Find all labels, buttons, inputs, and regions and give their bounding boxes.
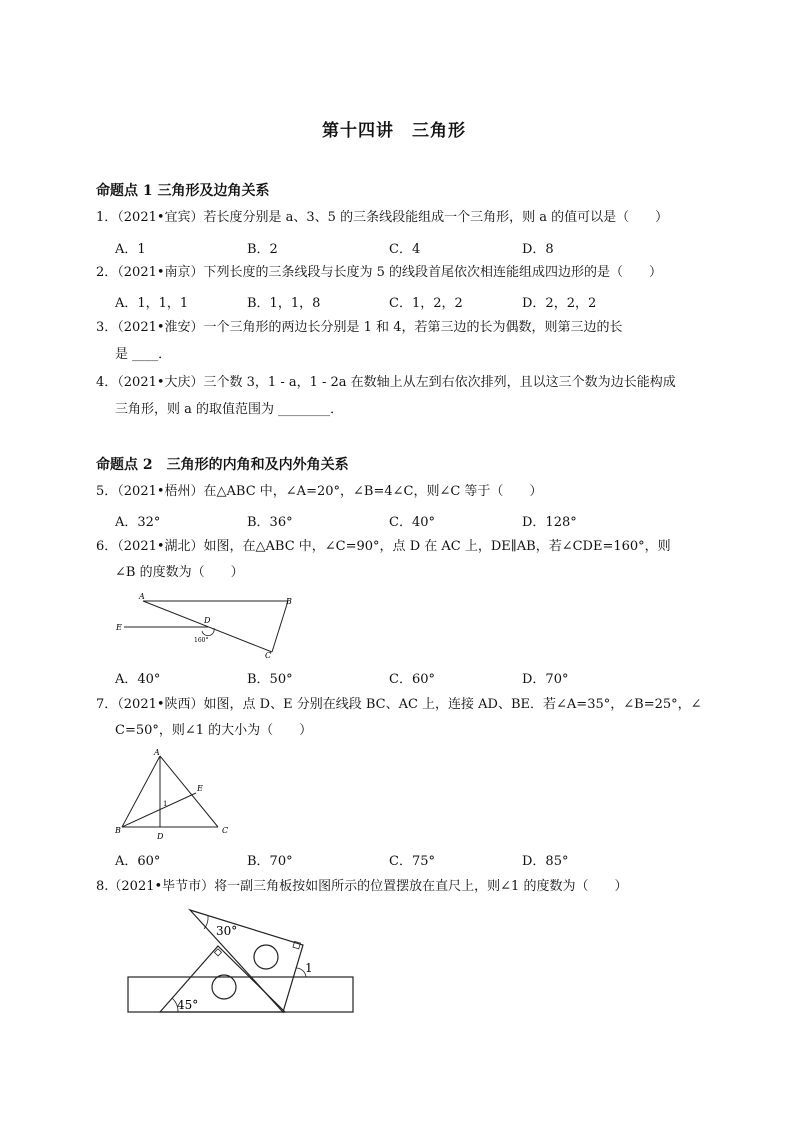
question-7: 7．（2021•陕西）如图，点 D、E 分别在线段 BC、AC 上，连接 AD、BE．若∠A=35°，∠B=25°，∠ (96, 697, 702, 712)
q1-option-a: A．1 (115, 242, 146, 257)
fig6-line-BC (272, 601, 288, 652)
fig7-label-1: 1 (163, 800, 168, 808)
fig8-triangle-30 (190, 910, 303, 1012)
q5-option-b: B．36° (247, 515, 293, 530)
q1-option-c: C．4 (389, 242, 421, 257)
question-6-line2: ∠B 的度数为（ ） (115, 565, 244, 580)
fig8-label-45: 45° (177, 998, 199, 1012)
fig6-angle-arc (202, 628, 214, 636)
fig7-label-A: A (154, 748, 160, 757)
fig6-label-D: D (204, 616, 211, 625)
page-title: 第十四讲 三角形 (322, 121, 466, 141)
question-3-line2: 是 ____． (115, 347, 172, 362)
q2-option-d: D．2，2，2 (522, 296, 597, 311)
fig8-label-1: 1 (305, 961, 313, 975)
fig8-circle-45 (212, 975, 236, 999)
q7-option-b: B．70° (247, 854, 293, 869)
figure-8 (120, 905, 370, 1020)
q6-option-d: D．70° (522, 672, 569, 687)
fig7-line-BE (122, 793, 196, 827)
q7-option-c: C．75° (389, 854, 435, 869)
fig6-label-A: A (139, 592, 145, 601)
q7-option-a: A．60° (115, 854, 161, 869)
fig7-label-B: B (115, 826, 121, 835)
question-2: 2．（2021•南京）下列长度的三条线段与长度为 5 的线段首尾依次相连能组成四边形的是（ ） (96, 265, 663, 280)
figure-6 (110, 590, 310, 660)
q5-option-d: D．128° (522, 515, 577, 530)
q6-option-a: A．40° (115, 672, 161, 687)
q5-option-c: C．40° (389, 515, 435, 530)
fig8-ruler (128, 977, 353, 1012)
q6-option-c: C．60° (389, 672, 435, 687)
fig7-line-AB (122, 756, 160, 827)
q6-option-b: B．50° (247, 672, 293, 687)
fig8-circle-30 (254, 945, 278, 969)
fig6-label-C: C (265, 651, 272, 660)
figure-7 (110, 748, 240, 843)
fig7-label-C: C (222, 826, 229, 835)
section-heading-2: 命题点 2 三角形的内角和及内外角关系 (96, 457, 349, 473)
q2-option-c: C．1，2，2 (389, 296, 463, 311)
q1-option-b: B．2 (247, 242, 278, 257)
fig6-label-E: E (116, 623, 122, 632)
fig7-label-E: E (197, 784, 203, 793)
question-1: 1．（2021•宜宾）若长度分别是 a、3、5 的三条线段能组成一个三角形，则 a 的值可以是（ ） (96, 210, 669, 225)
fig7-line-AC (160, 756, 218, 827)
question-4: 4．（2021•大庆）三个数 3，1 - a，1 - 2a 在数轴上从左到右依次排列，且以这三个数为边长能构成 (96, 375, 676, 390)
fig7-label-D: D (157, 832, 164, 841)
question-5: 5．（2021•梧州）在△ABC 中，∠A=20°，∠B=4∠C，则∠C 等于（ ） (96, 484, 543, 499)
question-7-line2: C=50°，则∠1 的大小为（ ） (115, 723, 313, 738)
q5-option-a: A．32° (115, 515, 161, 530)
question-8: 8.（2021•毕节市）将一副三角板按如图所示的位置摆放在直尺上，则∠1 的度数为（ ） (96, 879, 628, 894)
q1-option-d: D．8 (522, 242, 554, 257)
fig8-label-30: 30° (216, 924, 238, 938)
question-4-line2: 三角形，则 a 的取值范围为 ________． (115, 402, 344, 417)
fig6-label-B: B (286, 597, 292, 606)
fig6-label-angle: 160° (194, 637, 209, 644)
fig8-right-angle-45 (214, 949, 221, 956)
question-3: 3．（2021•淮安）一个三角形的两边长分别是 1 和 4，若第三边的长为偶数，则第三边的长 (96, 320, 623, 335)
question-6: 6．（2021•湖北）如图，在△ABC 中，∠C=90°，点 D 在 AC 上，DE∥AB，若∠CDE=160°，则 (96, 539, 671, 554)
section-heading-1: 命题点 1 三角形及边角关系 (96, 183, 270, 199)
q2-option-b: B．1，1，8 (247, 296, 321, 311)
q2-option-a: A．1，1，1 (115, 296, 189, 311)
q7-option-d: D．85° (522, 854, 569, 869)
